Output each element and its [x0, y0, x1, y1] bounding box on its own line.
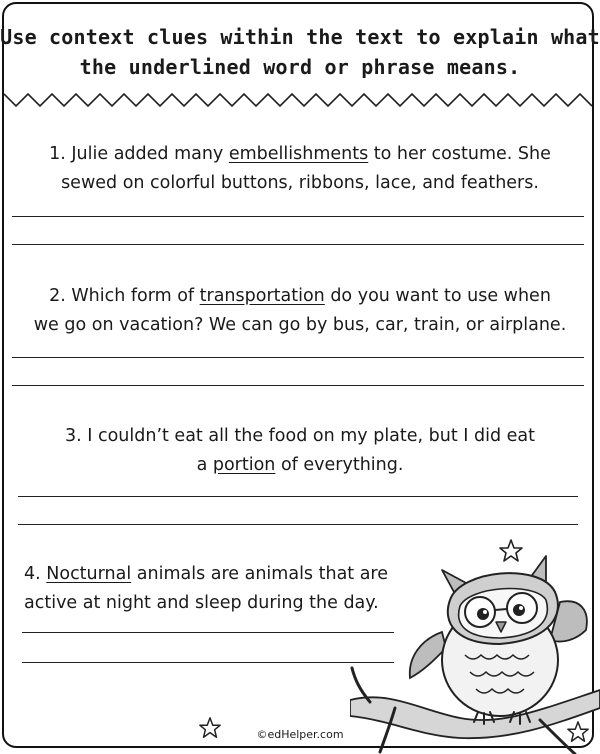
answer-line[interactable]	[18, 524, 578, 525]
instructions-line-2: the underlined word or phrase means.	[79, 55, 521, 79]
answer-line[interactable]	[18, 496, 578, 497]
answer-line[interactable]	[22, 662, 394, 663]
answer-line[interactable]	[12, 357, 584, 358]
question-4: 4. Nocturnal animals are animals that are active at night and sleep during the day.	[24, 564, 389, 613]
underlined-word: embellishments	[228, 144, 369, 164]
copyright-credit: ©edHelper.com	[256, 728, 344, 741]
question-2: 2. Which form of transportation do you want to use when we go on vacation? We can go by bus, car, train, or airplane.	[33, 286, 567, 335]
answer-line[interactable]	[12, 385, 584, 386]
instructions-line-1: Use context clues within the text to explain what	[0, 25, 600, 49]
underlined-word: transportation	[199, 286, 325, 306]
underlined-word: Nocturnal	[46, 564, 132, 584]
answer-line[interactable]	[12, 244, 584, 245]
underlined-word: portion	[212, 455, 276, 475]
instructions-heading	[0, 22, 600, 82]
owl-illustration	[350, 540, 600, 754]
answer-line[interactable]	[22, 632, 394, 633]
zigzag-divider	[4, 86, 594, 114]
question-1: 1. Julie added many embellishments to her costume. She sewed on colorful buttons, ribbons, lace, and feathers.	[49, 144, 551, 193]
question-3: 3. I couldn’t eat all the food on my plate, but I did eat a portion of everything.	[64, 426, 536, 475]
answer-line[interactable]	[12, 216, 584, 217]
